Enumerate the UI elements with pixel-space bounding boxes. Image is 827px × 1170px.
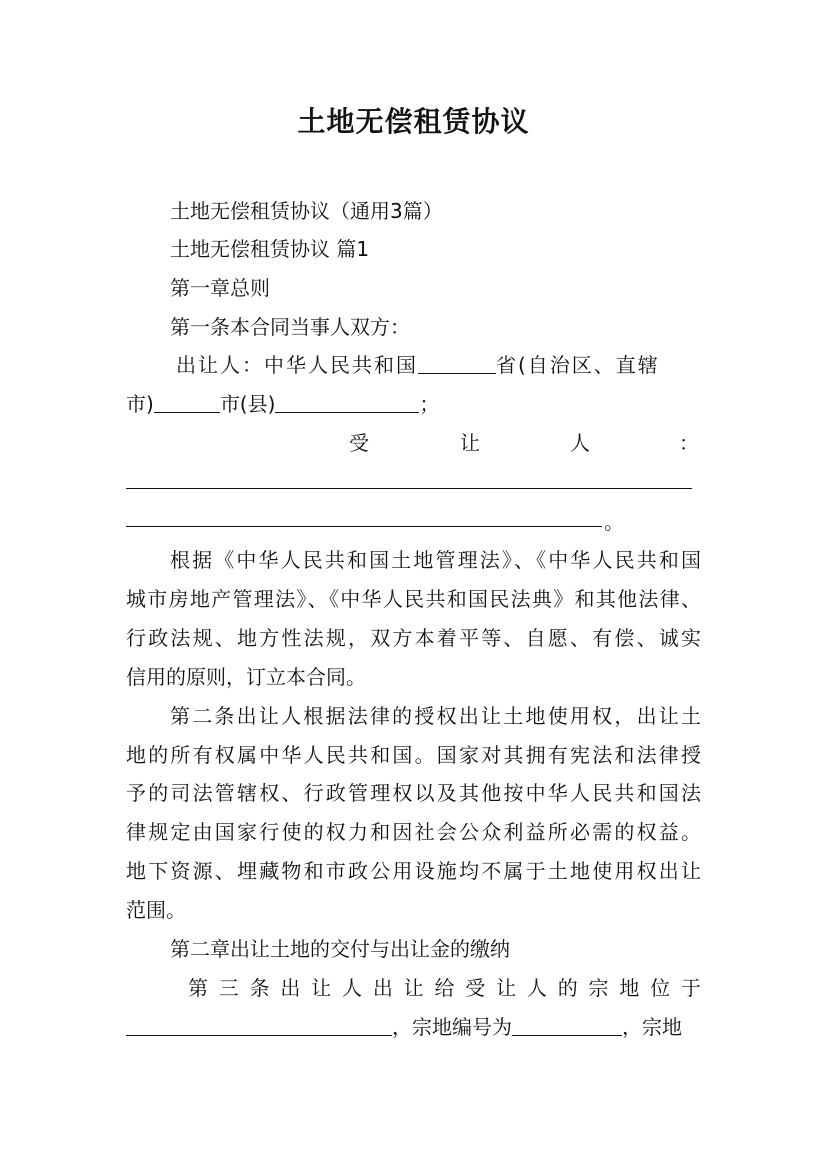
article-3-end: ，宗地 <box>622 1015 682 1039</box>
basis-paragraph-line: 根据《中华人民共和国土地管理法》、《中华人民共和国 <box>170 548 701 572</box>
chapter-2-heading: 第二章出让土地的交付与出让金的缴纳 <box>170 937 510 961</box>
city-blank[interactable] <box>154 390 220 413</box>
parcel-number-label: ，宗地编号为 <box>392 1015 512 1039</box>
grantee-char-4: ： <box>679 431 699 455</box>
article-2-line: 律规定由国家行使的权力和因社会公众利益所必需的权益。 <box>126 820 701 844</box>
article-1-line: 第一条本合同当事人双方： <box>170 315 410 339</box>
article-2-line: 地下资源、埋藏物和市政公用设施均不属于土地使用权出让 <box>126 859 701 883</box>
parcel-number-blank[interactable] <box>512 1013 622 1036</box>
article-2-line: 地的所有权属中华人民共和国。国家对其拥有宪法和法律授 <box>126 743 701 767</box>
article-2-line: 范围。 <box>126 898 186 922</box>
grantee-end: 。 <box>604 510 624 534</box>
grantee-blank-2[interactable] <box>126 526 602 527</box>
article-3-continuation <box>126 1012 701 1042</box>
parcel-location-blank[interactable] <box>126 1013 392 1036</box>
article-3-line: 第三条出让人出让给受让人的宗地位于 <box>188 976 701 1000</box>
grantee-char-3: 人 <box>570 431 590 455</box>
province-blank[interactable] <box>418 351 496 374</box>
grantor-end: ； <box>419 392 440 416</box>
grantor-prefix: 出让人：中华人民共和国 <box>176 353 418 377</box>
grantor-city-label: 市(县) <box>219 392 276 416</box>
basis-paragraph-line: 城市房地产管理法》、《中华人民共和国民法典》和其他法律、 <box>126 587 701 611</box>
grantor-city-prefix: 市) <box>126 392 154 416</box>
article-2-line: 第二条出让人根据法律的授权出让土地使用权，出让土 <box>170 704 701 728</box>
part-line: 土地无偿租赁协议 篇1 <box>170 237 370 261</box>
grantee-char-2: 让 <box>460 431 480 455</box>
grantee-blank-1[interactable] <box>126 488 692 489</box>
county-blank[interactable] <box>275 390 419 413</box>
basis-paragraph-line: 行政法规、地方性法规，双方本着平等、自愿、有偿、诚实 <box>126 626 701 650</box>
subtitle-line: 土地无偿租赁协议（通用3篇） <box>170 199 443 223</box>
basis-paragraph-line: 信用的原则，订立本合同。 <box>126 665 366 689</box>
grantor-province-label: 省(自治区、直辖 <box>496 353 660 377</box>
chapter-1-heading: 第一章总则 <box>170 276 270 300</box>
article-2-line: 予的司法管辖权、行政管理权以及其他按中华人民共和国法 <box>126 781 701 805</box>
grantor-city-line <box>126 389 701 419</box>
grantor-line <box>176 350 701 380</box>
grantee-char-1: 受 <box>349 431 369 455</box>
document-title: 土地无偿租赁协议 <box>297 105 530 138</box>
